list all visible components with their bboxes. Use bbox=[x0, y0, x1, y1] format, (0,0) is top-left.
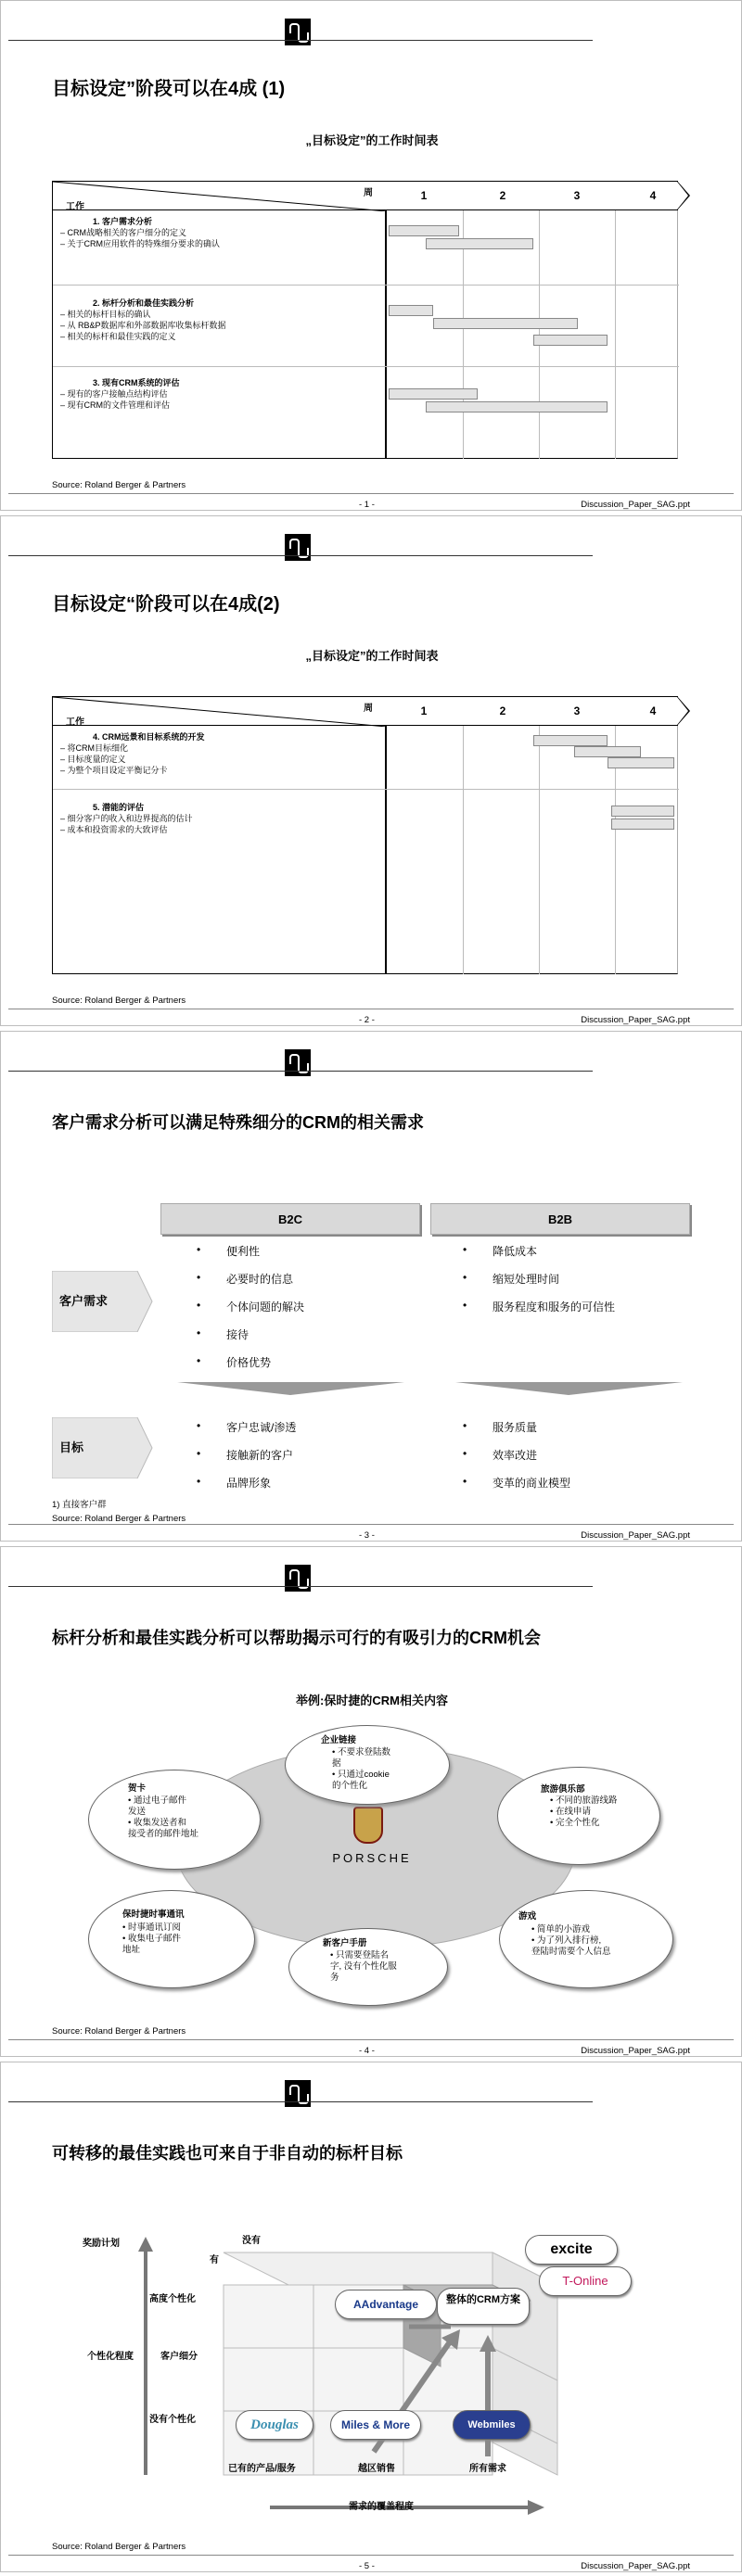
x-level-3: 所有需求 bbox=[469, 2464, 506, 2474]
reward-label: 奖励计划 bbox=[83, 2239, 120, 2249]
gantt-chart bbox=[52, 696, 678, 974]
page-number: - 4 - bbox=[359, 2046, 375, 2056]
b2b-header: B2B bbox=[430, 1203, 690, 1235]
slide-title: 客户需求分析可以满足特殊细分的CRM的相关需求 bbox=[52, 1113, 424, 1132]
gantt-body bbox=[52, 726, 678, 974]
x-level-2: 越区销售 bbox=[358, 2464, 395, 2474]
week-label: 周 bbox=[364, 188, 373, 198]
y-level-high: 高度个性化 bbox=[149, 2294, 196, 2304]
gantt-bar bbox=[389, 305, 433, 316]
slide-5 bbox=[0, 2062, 742, 2572]
task-section: 5. 潜能的评估 – 细分客户的收入和边界提高的估计 – 成本和投资需求的大致评估 bbox=[60, 803, 193, 834]
top-label-have: 有 bbox=[210, 2255, 219, 2265]
task-section: 2. 标杆分析和最佳实践分析 – 相关的标杆目标的确认 – 从 RB&P数据库和外部数据库收集标杆数据 – 相关的标杆和最佳实践的定义 bbox=[60, 298, 226, 341]
rb-logo-icon bbox=[285, 19, 311, 45]
gantt-body bbox=[52, 210, 678, 459]
gantt-bar bbox=[433, 318, 578, 329]
b2b-need: • 服务程度和服务的可信性 bbox=[493, 1299, 615, 1314]
b2c-need: • 接待 bbox=[226, 1326, 249, 1342]
header-rule bbox=[8, 1586, 593, 1587]
gantt-header bbox=[52, 181, 678, 210]
source-note: Source: Roland Berger & Partners bbox=[52, 2542, 186, 2552]
slide-subtitle: „目标设定”的工作时间表 bbox=[305, 649, 439, 663]
file-name: Discussion_Paper_SAG.ppt bbox=[581, 1530, 690, 1541]
work-label: 工作 bbox=[66, 202, 84, 212]
gantt-chart bbox=[52, 181, 678, 459]
page-number: - 3 - bbox=[359, 1530, 375, 1541]
week-1: 1 bbox=[420, 189, 428, 202]
top-label-none: 没有 bbox=[242, 2236, 261, 2246]
t-online-logo: T-Online bbox=[539, 2266, 632, 2296]
benchmark-oval: 旅游俱乐部 • 不同的旅游线路 • 在线申请 • 完全个性化 bbox=[497, 1767, 660, 1865]
slide-2 bbox=[0, 515, 742, 1026]
gantt-bar bbox=[533, 335, 608, 346]
benchmark-oval: 保时捷时事通讯 • 时事通讯订阅 • 收集电子邮件 地址 bbox=[88, 1890, 255, 1988]
y-level-segment: 客户细分 bbox=[160, 2352, 198, 2362]
slide-1 bbox=[0, 0, 742, 511]
gantt-bar bbox=[608, 757, 674, 768]
file-name: Discussion_Paper_SAG.ppt bbox=[581, 2046, 690, 2056]
gantt-bar bbox=[426, 401, 608, 412]
x-level-1: 已有的产品/服务 bbox=[228, 2464, 296, 2474]
gantt-bar bbox=[389, 388, 478, 400]
b2b-goal: • 效率改进 bbox=[493, 1447, 537, 1463]
porsche-crest-icon bbox=[353, 1807, 383, 1844]
y-level-none: 没有个性化 bbox=[149, 2415, 196, 2425]
b2c-need: • 个体问题的解决 bbox=[226, 1299, 304, 1314]
benchmark-oval: 企业链接 • 不要求登陆数 据 • 只通过cookie 的个性化 bbox=[285, 1725, 450, 1805]
source-note: Source: Roland Berger & Partners bbox=[52, 996, 186, 1006]
footnote: 1) 直接客户群 bbox=[52, 1500, 107, 1510]
week-3: 3 bbox=[573, 189, 581, 202]
source-note: Source: Roland Berger & Partners bbox=[52, 480, 186, 490]
page-number: - 1 - bbox=[359, 500, 375, 510]
gantt-bar bbox=[533, 735, 608, 746]
down-arrow-icon bbox=[177, 1382, 404, 1397]
work-label: 工作 bbox=[66, 717, 84, 728]
slide-4 bbox=[0, 1546, 742, 2057]
source-note: Source: Roland Berger & Partners bbox=[52, 1514, 186, 1524]
crm-solution-bubble: 整体的CRM方案 bbox=[437, 2288, 530, 2325]
slide-title: 标杆分析和最佳实践分析可以帮助揭示可行的有吸引力的CRM机会 bbox=[52, 1629, 541, 1647]
header-diagonal bbox=[53, 697, 387, 727]
file-name: Discussion_Paper_SAG.ppt bbox=[581, 2561, 690, 2571]
file-name: Discussion_Paper_SAG.ppt bbox=[581, 1015, 690, 1025]
b2c-need: • 价格优势 bbox=[226, 1354, 271, 1370]
week-1: 1 bbox=[420, 704, 428, 717]
header-rule bbox=[8, 2101, 593, 2102]
gantt-bar bbox=[426, 238, 533, 249]
aadvantage-logo: AAdvantage bbox=[335, 2290, 437, 2319]
b2b-need: • 降低成本 bbox=[493, 1243, 537, 1259]
douglas-logo: Douglas bbox=[236, 2410, 313, 2440]
gantt-bar bbox=[389, 225, 459, 236]
down-arrow-icon bbox=[455, 1382, 683, 1397]
x-axis-label: 需求的覆盖程度 bbox=[349, 2502, 414, 2512]
slide-subtitle: 举例:保时捷的CRM相关内容 bbox=[296, 1694, 448, 1707]
b2c-goal: • 接触新的客户 bbox=[226, 1447, 293, 1463]
webmiles-logo: Webmiles bbox=[453, 2410, 531, 2440]
rb-logo-icon bbox=[285, 1049, 311, 1076]
week-4: 4 bbox=[649, 704, 657, 717]
b2b-goal: • 变革的商业模型 bbox=[493, 1475, 570, 1491]
b2c-goal: • 品牌形象 bbox=[226, 1475, 271, 1491]
file-name: Discussion_Paper_SAG.ppt bbox=[581, 500, 690, 510]
b2b-goal: • 服务质量 bbox=[493, 1419, 537, 1435]
excite-logo: excite bbox=[525, 2235, 618, 2265]
header-rule bbox=[8, 1071, 593, 1072]
benchmark-oval: 新客户手册 • 只需要登陆名 字, 没有个性化服 务 bbox=[288, 1928, 448, 2006]
header-rule bbox=[8, 40, 593, 41]
y-axis-label: 个性化程度 bbox=[87, 2352, 134, 2362]
source-note: Source: Roland Berger & Partners bbox=[52, 2026, 186, 2037]
goals-row-label: 目标 bbox=[52, 1417, 149, 1478]
week-2: 2 bbox=[499, 704, 506, 717]
week-4: 4 bbox=[649, 189, 657, 202]
week-label: 周 bbox=[364, 704, 373, 714]
b2b-need: • 缩短处理时间 bbox=[493, 1271, 559, 1287]
b2c-goal: • 客户忠诚/渗透 bbox=[226, 1419, 296, 1435]
header-rule bbox=[8, 555, 593, 556]
benchmark-oval: 游戏 • 简单的小游戏 • 为了列入排行榜, 登陆时需要个人信息 bbox=[499, 1890, 673, 1988]
needs-row-label: 客户需求 bbox=[52, 1271, 149, 1332]
gantt-bar bbox=[574, 746, 641, 757]
page-number: - 5 - bbox=[359, 2561, 375, 2571]
slide-3 bbox=[0, 1031, 742, 1542]
porsche-wordmark: PORSCHE bbox=[332, 1851, 412, 1865]
miles-and-more-logo: Miles & More bbox=[330, 2410, 421, 2440]
benchmark-oval: 贺卡 • 通过电子邮件 发送 • 收集发送者和 接受者的邮件地址 bbox=[88, 1770, 261, 1870]
gantt-header bbox=[52, 696, 678, 726]
rb-logo-icon bbox=[285, 1565, 311, 1592]
rb-logo-icon bbox=[285, 2080, 311, 2107]
b2c-need: • 必要时的信息 bbox=[226, 1271, 293, 1287]
slide-title: 目标设定”阶段可以在4成 (1) bbox=[52, 79, 286, 99]
gantt-bar bbox=[611, 806, 674, 817]
gantt-bar bbox=[611, 818, 674, 830]
b2c-header: B2C bbox=[160, 1203, 420, 1235]
task-section: 4. CRM远景和目标系统的开发 – 将CRM目标细化 – 目标度量的定义 – 为整个项目设定平衡记分卡 bbox=[60, 732, 205, 775]
slide-title: 目标设定“阶段可以在4成(2) bbox=[52, 594, 280, 615]
slide-subtitle: „目标设定”的工作时间表 bbox=[305, 133, 439, 147]
task-section: 1. 客户需求分析 – CRM战略相关的客户细分的定义 – 关于CRM应用软件的特殊细分要求的确认 bbox=[60, 217, 221, 248]
rb-logo-icon bbox=[285, 534, 311, 561]
week-3: 3 bbox=[573, 704, 581, 717]
slide-title: 可转移的最佳实践也可来自于非自动的标杆目标 bbox=[52, 2144, 403, 2163]
page-number: - 2 - bbox=[359, 1015, 375, 1025]
header-diagonal bbox=[53, 182, 387, 211]
b2c-need: • 便利性 bbox=[226, 1243, 260, 1259]
week-2: 2 bbox=[499, 189, 506, 202]
task-section: 3. 现有CRM系统的评估 – 现有的客户接触点结构评估 – 现有CRM的文件管理和评估 bbox=[60, 378, 180, 410]
